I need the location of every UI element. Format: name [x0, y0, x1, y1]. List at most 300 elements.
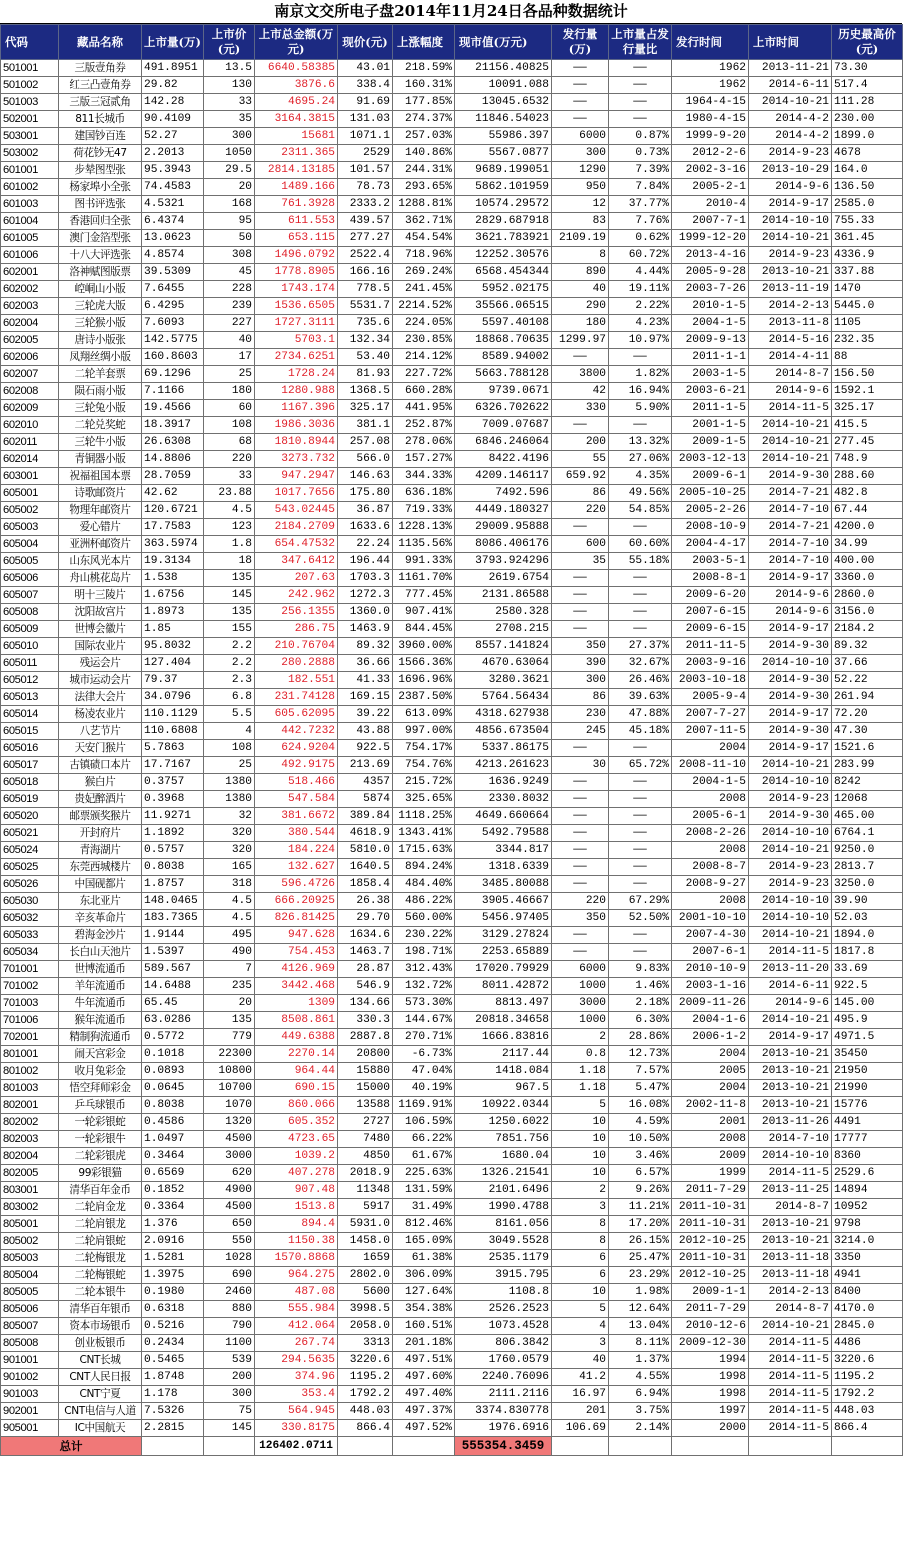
list-date-cell[interactable]: 2014-6-11 [749, 978, 832, 995]
list-date-cell[interactable]: 2014-11-5 [749, 944, 832, 961]
list-price-cell[interactable]: 1050 [204, 145, 255, 162]
issue-qty-cell[interactable]: 6000 [552, 961, 609, 978]
current-price-cell[interactable]: 5931.0 [338, 1216, 393, 1233]
high-price-cell[interactable]: 4678 [832, 145, 903, 162]
issue-date-cell[interactable]: 2004 [672, 1080, 749, 1097]
listed-ratio-cell[interactable]: 0.73% [609, 145, 672, 162]
issue-date-cell[interactable]: 2008-2-26 [672, 825, 749, 842]
market-value-cell[interactable]: 8589.94002 [455, 349, 552, 366]
market-value-cell[interactable]: 8557.141824 [455, 638, 552, 655]
high-price-cell[interactable]: 39.90 [832, 893, 903, 910]
list-date-cell[interactable]: 2014-10-10 [749, 213, 832, 230]
name-cell[interactable]: 二轮肩银龙 [59, 1216, 142, 1233]
current-price-cell[interactable]: 5917 [338, 1199, 393, 1216]
current-price-cell[interactable]: 81.93 [338, 366, 393, 383]
high-price-cell[interactable]: 145.00 [832, 995, 903, 1012]
list-date-cell[interactable]: 2014-10-10 [749, 1148, 832, 1165]
table-cell[interactable] [832, 1437, 903, 1456]
listed-qty-cell[interactable]: 363.5974 [142, 536, 204, 553]
high-price-cell[interactable]: 3250.0 [832, 876, 903, 893]
listed-qty-cell[interactable]: 14.6488 [142, 978, 204, 995]
listed-qty-cell[interactable]: 589.567 [142, 961, 204, 978]
market-value-cell[interactable]: 3280.3621 [455, 672, 552, 689]
listed-ratio-cell[interactable]: 4.23% [609, 315, 672, 332]
list-price-cell[interactable]: 4 [204, 723, 255, 740]
rise-cell[interactable]: 1566.36% [393, 655, 455, 672]
high-price-cell[interactable]: 415.5 [832, 417, 903, 434]
list-amount-cell[interactable]: 1039.2 [255, 1148, 338, 1165]
list-date-cell[interactable]: 2014-9-6 [749, 587, 832, 604]
rise-cell[interactable]: 777.45% [393, 587, 455, 604]
issue-date-cell[interactable]: 2001-1-5 [672, 417, 749, 434]
listed-qty-cell[interactable]: 183.7365 [142, 910, 204, 927]
issue-qty-cell[interactable]: —— [552, 570, 609, 587]
list-amount-cell[interactable]: 184.224 [255, 842, 338, 859]
list-price-cell[interactable]: 18 [204, 553, 255, 570]
list-amount-cell[interactable]: 3273.732 [255, 451, 338, 468]
code-cell[interactable]: 803002 [1, 1199, 59, 1216]
rise-cell[interactable]: 198.71% [393, 944, 455, 961]
high-price-cell[interactable]: 89.32 [832, 638, 903, 655]
high-price-cell[interactable]: 21950 [832, 1063, 903, 1080]
listed-qty-cell[interactable]: 14.8806 [142, 451, 204, 468]
list-amount-cell[interactable]: 1570.8868 [255, 1250, 338, 1267]
market-value-cell[interactable]: 1326.21541 [455, 1165, 552, 1182]
name-cell[interactable]: 811长城币 [59, 111, 142, 128]
list-date-cell[interactable]: 2014-9-30 [749, 468, 832, 485]
name-cell[interactable]: 猴白片 [59, 774, 142, 791]
issue-qty-cell[interactable]: —— [552, 77, 609, 94]
rise-cell[interactable]: 47.04% [393, 1063, 455, 1080]
listed-qty-cell[interactable]: 1.538 [142, 570, 204, 587]
issue-date-cell[interactable]: 2008-8-7 [672, 859, 749, 876]
name-cell[interactable]: 建国钞百连 [59, 128, 142, 145]
name-cell[interactable]: CNT长城 [59, 1352, 142, 1369]
code-cell[interactable]: 805008 [1, 1335, 59, 1352]
name-cell[interactable]: 三轮猴小版 [59, 315, 142, 332]
issue-date-cell[interactable]: 1999 [672, 1165, 749, 1182]
list-date-cell[interactable]: 2013-10-21 [749, 1216, 832, 1233]
name-cell[interactable]: 物理年邮资片 [59, 502, 142, 519]
issue-date-cell[interactable]: 2013-4-16 [672, 247, 749, 264]
issue-date-cell[interactable]: 2007-6-1 [672, 944, 749, 961]
list-price-cell[interactable]: 135 [204, 570, 255, 587]
high-price-cell[interactable]: 922.5 [832, 978, 903, 995]
issue-date-cell[interactable]: 2007-7-1 [672, 213, 749, 230]
code-cell[interactable]: 701003 [1, 995, 59, 1012]
high-price-cell[interactable]: 9798 [832, 1216, 903, 1233]
issue-date-cell[interactable]: 2004 [672, 1046, 749, 1063]
issue-date-cell[interactable]: 2005-2-26 [672, 502, 749, 519]
high-price-cell[interactable]: 277.45 [832, 434, 903, 451]
name-cell[interactable]: 沈阳故宫片 [59, 604, 142, 621]
market-value-cell[interactable]: 8161.056 [455, 1216, 552, 1233]
current-price-cell[interactable]: 1071.1 [338, 128, 393, 145]
list-date-cell[interactable]: 2014-9-23 [749, 876, 832, 893]
issue-qty-cell[interactable]: —— [552, 111, 609, 128]
code-cell[interactable]: 605017 [1, 757, 59, 774]
listed-ratio-cell[interactable]: —— [609, 621, 672, 638]
list-price-cell[interactable]: 32 [204, 808, 255, 825]
current-price-cell[interactable]: 15000 [338, 1080, 393, 1097]
code-cell[interactable]: 605002 [1, 502, 59, 519]
market-value-cell[interactable]: 1250.6022 [455, 1114, 552, 1131]
name-cell[interactable]: 二轮梅银蛇 [59, 1267, 142, 1284]
list-amount-cell[interactable]: 1017.7656 [255, 485, 338, 502]
issue-qty-cell[interactable]: —— [552, 519, 609, 536]
market-value-cell[interactable]: 2580.328 [455, 604, 552, 621]
listed-qty-cell[interactable]: 18.3917 [142, 417, 204, 434]
market-value-cell[interactable]: 8813.497 [455, 995, 552, 1012]
listed-qty-cell[interactable]: 0.0893 [142, 1063, 204, 1080]
market-value-cell[interactable]: 1636.9249 [455, 774, 552, 791]
listed-qty-cell[interactable]: 120.6721 [142, 502, 204, 519]
column-header[interactable]: 藏品名称 [59, 25, 142, 60]
current-price-cell[interactable]: 43.01 [338, 60, 393, 77]
listed-qty-cell[interactable]: 7.5326 [142, 1403, 204, 1420]
list-date-cell[interactable]: 2014-9-23 [749, 145, 832, 162]
high-price-cell[interactable]: 17777 [832, 1131, 903, 1148]
list-price-cell[interactable]: 779 [204, 1029, 255, 1046]
code-cell[interactable]: 802002 [1, 1114, 59, 1131]
listed-qty-cell[interactable]: 52.27 [142, 128, 204, 145]
high-price-cell[interactable]: 4170.0 [832, 1301, 903, 1318]
issue-date-cell[interactable]: 2008-9-27 [672, 876, 749, 893]
list-amount-cell[interactable]: 894.4 [255, 1216, 338, 1233]
list-amount-cell[interactable]: 6640.58385 [255, 60, 338, 77]
rise-cell[interactable]: 907.41% [393, 604, 455, 621]
issue-qty-cell[interactable]: 245 [552, 723, 609, 740]
current-price-cell[interactable]: 4618.9 [338, 825, 393, 842]
table-cell[interactable] [338, 1437, 393, 1456]
name-cell[interactable]: 步辇图型张 [59, 162, 142, 179]
code-cell[interactable]: 605015 [1, 723, 59, 740]
name-cell[interactable]: 一轮彩银牛 [59, 1131, 142, 1148]
code-cell[interactable]: 801003 [1, 1080, 59, 1097]
issue-qty-cell[interactable]: 3 [552, 1199, 609, 1216]
issue-qty-cell[interactable]: 30 [552, 757, 609, 774]
current-price-cell[interactable]: 1463.9 [338, 621, 393, 638]
list-date-cell[interactable]: 2014-11-5 [749, 1420, 832, 1437]
list-amount-cell[interactable]: 653.115 [255, 230, 338, 247]
list-amount-cell[interactable]: 596.4726 [255, 876, 338, 893]
code-cell[interactable]: 602010 [1, 417, 59, 434]
current-price-cell[interactable]: 3998.5 [338, 1301, 393, 1318]
listed-qty-cell[interactable]: 11.9271 [142, 808, 204, 825]
issue-date-cell[interactable]: 2008 [672, 791, 749, 808]
code-cell[interactable]: 605006 [1, 570, 59, 587]
code-cell[interactable]: 602001 [1, 264, 59, 281]
high-price-cell[interactable]: 6764.1 [832, 825, 903, 842]
high-price-cell[interactable]: 283.99 [832, 757, 903, 774]
list-price-cell[interactable]: 168 [204, 196, 255, 213]
list-date-cell[interactable]: 2014-10-21 [749, 842, 832, 859]
issue-qty-cell[interactable]: 10 [552, 1131, 609, 1148]
rise-cell[interactable]: 497.51% [393, 1352, 455, 1369]
market-value-cell[interactable]: 3915.795 [455, 1267, 552, 1284]
listed-ratio-cell[interactable]: 26.15% [609, 1233, 672, 1250]
list-amount-cell[interactable]: 294.5635 [255, 1352, 338, 1369]
code-cell[interactable]: 601003 [1, 196, 59, 213]
current-price-cell[interactable]: 5810.0 [338, 842, 393, 859]
rise-cell[interactable]: 61.38% [393, 1250, 455, 1267]
listed-ratio-cell[interactable]: 55.18% [609, 553, 672, 570]
issue-date-cell[interactable]: 2003-10-18 [672, 672, 749, 689]
market-value-cell[interactable]: 1073.4528 [455, 1318, 552, 1335]
listed-ratio-cell[interactable]: 8.11% [609, 1335, 672, 1352]
listed-qty-cell[interactable]: 1.9144 [142, 927, 204, 944]
rise-cell[interactable]: 269.24% [393, 264, 455, 281]
list-date-cell[interactable]: 2014-11-5 [749, 400, 832, 417]
column-header[interactable]: 现价(元) [338, 25, 393, 60]
name-cell[interactable]: CNT宁夏 [59, 1386, 142, 1403]
issue-date-cell[interactable]: 2009-6-20 [672, 587, 749, 604]
list-price-cell[interactable]: 23.88 [204, 485, 255, 502]
issue-qty-cell[interactable]: 16.97 [552, 1386, 609, 1403]
current-price-cell[interactable]: 330.3 [338, 1012, 393, 1029]
issue-qty-cell[interactable]: 1000 [552, 1012, 609, 1029]
name-cell[interactable]: 三轮牛小版 [59, 434, 142, 451]
listed-ratio-cell[interactable]: 3.46% [609, 1148, 672, 1165]
issue-qty-cell[interactable]: —— [552, 587, 609, 604]
current-price-cell[interactable]: 166.16 [338, 264, 393, 281]
table-cell[interactable] [749, 1437, 832, 1456]
current-price-cell[interactable]: 439.57 [338, 213, 393, 230]
list-price-cell[interactable]: 108 [204, 740, 255, 757]
issue-date-cell[interactable]: 2010-4 [672, 196, 749, 213]
code-cell[interactable]: 503002 [1, 145, 59, 162]
list-date-cell[interactable]: 2014-9-17 [749, 570, 832, 587]
rise-cell[interactable]: 312.43% [393, 961, 455, 978]
code-cell[interactable]: 605019 [1, 791, 59, 808]
listed-ratio-cell[interactable]: —— [609, 842, 672, 859]
listed-qty-cell[interactable]: 0.6318 [142, 1301, 204, 1318]
code-cell[interactable]: 605003 [1, 519, 59, 536]
list-date-cell[interactable]: 2014-6-11 [749, 77, 832, 94]
list-date-cell[interactable]: 2013-10-21 [749, 1080, 832, 1097]
column-header[interactable]: 上市量占发行量比 [609, 25, 672, 60]
list-date-cell[interactable]: 2014-10-21 [749, 434, 832, 451]
rise-cell[interactable]: 441.95% [393, 400, 455, 417]
current-price-cell[interactable]: 338.4 [338, 77, 393, 94]
list-price-cell[interactable]: 108 [204, 417, 255, 434]
name-cell[interactable]: 精制狗流通币 [59, 1029, 142, 1046]
market-value-cell[interactable]: 3129.27824 [455, 927, 552, 944]
list-amount-cell[interactable]: 654.47532 [255, 536, 338, 553]
name-cell[interactable]: 青铜器小版 [59, 451, 142, 468]
issue-date-cell[interactable]: 2003-5-1 [672, 553, 749, 570]
current-price-cell[interactable]: 546.9 [338, 978, 393, 995]
code-cell[interactable]: 605026 [1, 876, 59, 893]
listed-ratio-cell[interactable]: —— [609, 944, 672, 961]
code-cell[interactable]: 805004 [1, 1267, 59, 1284]
listed-qty-cell[interactable]: 6.4374 [142, 213, 204, 230]
high-price-cell[interactable]: 3156.0 [832, 604, 903, 621]
list-price-cell[interactable]: 45 [204, 264, 255, 281]
high-price-cell[interactable]: 72.20 [832, 706, 903, 723]
list-date-cell[interactable]: 2014-4-11 [749, 349, 832, 366]
high-price-cell[interactable]: 9250.0 [832, 842, 903, 859]
high-price-cell[interactable]: 325.17 [832, 400, 903, 417]
list-price-cell[interactable]: 50 [204, 230, 255, 247]
name-cell[interactable]: 闹天宫彩金 [59, 1046, 142, 1063]
list-amount-cell[interactable]: 1150.38 [255, 1233, 338, 1250]
issue-qty-cell[interactable]: 659.92 [552, 468, 609, 485]
name-cell[interactable]: 长白山天池片 [59, 944, 142, 961]
list-amount-cell[interactable]: 1513.8 [255, 1199, 338, 1216]
listed-ratio-cell[interactable]: 2.18% [609, 995, 672, 1012]
issue-date-cell[interactable]: 1999-12-20 [672, 230, 749, 247]
list-price-cell[interactable]: 228 [204, 281, 255, 298]
market-value-cell[interactable]: 6326.702622 [455, 400, 552, 417]
list-amount-cell[interactable]: 381.6672 [255, 808, 338, 825]
issue-date-cell[interactable]: 2008 [672, 893, 749, 910]
market-value-cell[interactable]: 5337.86175 [455, 740, 552, 757]
issue-qty-cell[interactable]: 35 [552, 553, 609, 570]
market-value-cell[interactable]: 5492.79588 [455, 825, 552, 842]
name-cell[interactable]: 三轮兔小版 [59, 400, 142, 417]
list-price-cell[interactable]: 95 [204, 213, 255, 230]
issue-qty-cell[interactable]: 890 [552, 264, 609, 281]
code-cell[interactable]: 902001 [1, 1403, 59, 1420]
listed-qty-cell[interactable]: 29.82 [142, 77, 204, 94]
listed-qty-cell[interactable]: 17.7167 [142, 757, 204, 774]
market-value-cell[interactable]: 13045.6532 [455, 94, 552, 111]
list-price-cell[interactable]: 790 [204, 1318, 255, 1335]
listed-ratio-cell[interactable]: —— [609, 94, 672, 111]
list-date-cell[interactable]: 2014-10-21 [749, 417, 832, 434]
issue-date-cell[interactable]: 1980-4-15 [672, 111, 749, 128]
list-price-cell[interactable]: 10700 [204, 1080, 255, 1097]
high-price-cell[interactable]: 73.30 [832, 60, 903, 77]
listed-qty-cell[interactable]: 160.8603 [142, 349, 204, 366]
issue-qty-cell[interactable]: 2109.19 [552, 230, 609, 247]
listed-ratio-cell[interactable]: —— [609, 859, 672, 876]
name-cell[interactable]: 明十三陵片 [59, 587, 142, 604]
current-price-cell[interactable]: 2887.8 [338, 1029, 393, 1046]
issue-date-cell[interactable]: 2009-1-5 [672, 434, 749, 451]
current-price-cell[interactable]: 257.08 [338, 434, 393, 451]
rise-cell[interactable]: 241.45% [393, 281, 455, 298]
listed-qty-cell[interactable]: 79.37 [142, 672, 204, 689]
name-cell[interactable]: 猴年流通币 [59, 1012, 142, 1029]
rise-cell[interactable]: 214.12% [393, 349, 455, 366]
name-cell[interactable]: 澳门金箔型张 [59, 230, 142, 247]
name-cell[interactable]: 二轮梅银龙 [59, 1250, 142, 1267]
list-date-cell[interactable]: 2014-10-21 [749, 1012, 832, 1029]
current-price-cell[interactable]: 1463.7 [338, 944, 393, 961]
list-price-cell[interactable]: 239 [204, 298, 255, 315]
issue-date-cell[interactable]: 1994 [672, 1352, 749, 1369]
list-date-cell[interactable]: 2013-11-25 [749, 1182, 832, 1199]
list-price-cell[interactable]: 75 [204, 1403, 255, 1420]
issue-date-cell[interactable]: 1998 [672, 1369, 749, 1386]
list-date-cell[interactable]: 2014-9-17 [749, 1029, 832, 1046]
listed-qty-cell[interactable]: 0.5757 [142, 842, 204, 859]
list-price-cell[interactable]: 1100 [204, 1335, 255, 1352]
list-amount-cell[interactable]: 754.453 [255, 944, 338, 961]
listed-ratio-cell[interactable]: 1.98% [609, 1284, 672, 1301]
list-price-cell[interactable]: 40 [204, 332, 255, 349]
issue-qty-cell[interactable]: 220 [552, 502, 609, 519]
issue-qty-cell[interactable]: —— [552, 859, 609, 876]
rise-cell[interactable]: 497.52% [393, 1420, 455, 1437]
issue-date-cell[interactable]: 1962 [672, 60, 749, 77]
list-amount-cell[interactable]: 3442.468 [255, 978, 338, 995]
code-cell[interactable]: 802004 [1, 1148, 59, 1165]
high-price-cell[interactable]: 67.44 [832, 502, 903, 519]
list-price-cell[interactable]: 318 [204, 876, 255, 893]
list-date-cell[interactable]: 2013-11-18 [749, 1250, 832, 1267]
listed-ratio-cell[interactable]: —— [609, 60, 672, 77]
issue-date-cell[interactable]: 1998 [672, 1386, 749, 1403]
list-amount-cell[interactable]: 2734.6251 [255, 349, 338, 366]
name-cell[interactable]: 悟空拜师彩金 [59, 1080, 142, 1097]
listed-ratio-cell[interactable]: 12.73% [609, 1046, 672, 1063]
code-cell[interactable]: 805006 [1, 1301, 59, 1318]
list-amount-cell[interactable]: 564.945 [255, 1403, 338, 1420]
high-price-cell[interactable]: 34.99 [832, 536, 903, 553]
code-cell[interactable]: 605032 [1, 910, 59, 927]
market-value-cell[interactable]: 4649.660664 [455, 808, 552, 825]
name-cell[interactable]: 诗歌邮资片 [59, 485, 142, 502]
issue-date-cell[interactable]: 2011-1-5 [672, 400, 749, 417]
issue-qty-cell[interactable]: 290 [552, 298, 609, 315]
listed-qty-cell[interactable]: 39.5309 [142, 264, 204, 281]
list-price-cell[interactable]: 320 [204, 842, 255, 859]
list-price-cell[interactable]: 200 [204, 1369, 255, 1386]
issue-qty-cell[interactable]: 3800 [552, 366, 609, 383]
code-cell[interactable]: 501001 [1, 60, 59, 77]
market-value-cell[interactable]: 9689.199051 [455, 162, 552, 179]
listed-ratio-cell[interactable]: 7.39% [609, 162, 672, 179]
issue-qty-cell[interactable]: 8 [552, 1233, 609, 1250]
issue-qty-cell[interactable]: 6000 [552, 128, 609, 145]
high-price-cell[interactable]: 232.35 [832, 332, 903, 349]
current-price-cell[interactable]: 381.1 [338, 417, 393, 434]
code-cell[interactable]: 605013 [1, 689, 59, 706]
listed-ratio-cell[interactable]: 12.64% [609, 1301, 672, 1318]
name-cell[interactable]: 世博流通币 [59, 961, 142, 978]
code-cell[interactable]: 702001 [1, 1029, 59, 1046]
code-cell[interactable]: 602005 [1, 332, 59, 349]
name-cell[interactable]: 法律大会片 [59, 689, 142, 706]
list-amount-cell[interactable]: 1728.24 [255, 366, 338, 383]
list-date-cell[interactable]: 2013-10-21 [749, 1233, 832, 1250]
listed-qty-cell[interactable]: 1.5281 [142, 1250, 204, 1267]
rise-cell[interactable]: 362.71% [393, 213, 455, 230]
code-cell[interactable]: 502001 [1, 111, 59, 128]
listed-qty-cell[interactable]: 95.3943 [142, 162, 204, 179]
market-value-cell[interactable]: 967.5 [455, 1080, 552, 1097]
list-date-cell[interactable]: 2014-11-5 [749, 1352, 832, 1369]
issue-qty-cell[interactable]: 200 [552, 434, 609, 451]
issue-date-cell[interactable]: 2012-10-25 [672, 1267, 749, 1284]
high-price-cell[interactable]: 755.33 [832, 213, 903, 230]
listed-qty-cell[interactable]: 1.0497 [142, 1131, 204, 1148]
rise-cell[interactable]: 1288.81% [393, 196, 455, 213]
list-date-cell[interactable]: 2013-11-26 [749, 1114, 832, 1131]
issue-date-cell[interactable]: 2003-9-16 [672, 655, 749, 672]
rise-cell[interactable]: 274.37% [393, 111, 455, 128]
list-amount-cell[interactable]: 374.96 [255, 1369, 338, 1386]
name-cell[interactable]: 洛神赋图版票 [59, 264, 142, 281]
current-price-cell[interactable]: 1858.4 [338, 876, 393, 893]
rise-cell[interactable]: 754.76% [393, 757, 455, 774]
list-price-cell[interactable]: 300 [204, 1386, 255, 1403]
list-amount-cell[interactable]: 8508.861 [255, 1012, 338, 1029]
list-date-cell[interactable]: 2014-7-21 [749, 519, 832, 536]
